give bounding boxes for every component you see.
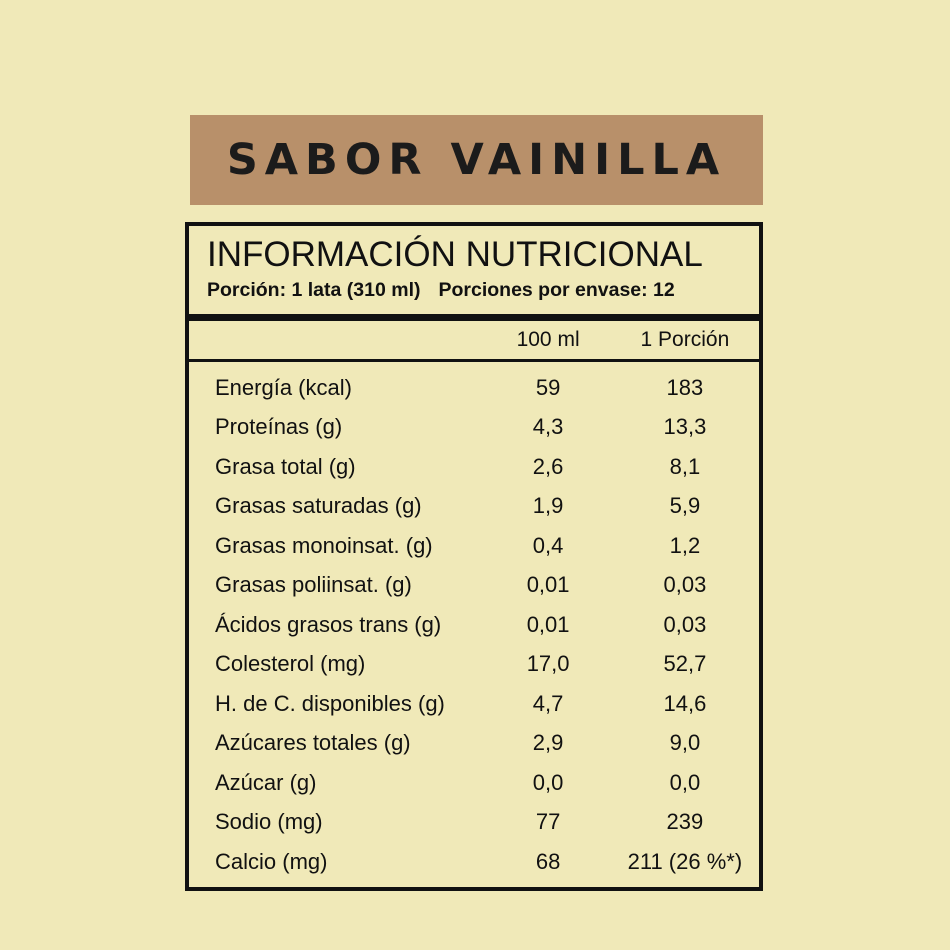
nutrient-value-serving: 52,7	[663, 651, 707, 676]
nutrient-label: Grasas poliinsat. (g)	[215, 572, 412, 597]
table-row	[189, 526, 759, 566]
nutrient-value-100ml: 0,01	[526, 611, 570, 637]
panel-header	[189, 226, 759, 310]
nutrient-value-serving: 239	[666, 809, 704, 834]
table-row	[189, 407, 759, 447]
nutrient-value-100ml: 0,01	[526, 572, 570, 597]
table-row	[189, 486, 759, 526]
nutrition-table-body	[189, 360, 759, 887]
nutrient-label: Energía (kcal)	[215, 374, 352, 400]
nutrient-value-100ml: 0,4	[532, 532, 564, 558]
nutrition-facts-panel	[185, 222, 763, 891]
nutrient-value-serving: 183	[666, 374, 704, 400]
nutrient-value-100ml: 1,9	[532, 493, 564, 518]
nutrition-table-head	[189, 321, 759, 361]
nutrient-value-serving: 0,03	[663, 572, 707, 597]
table-row	[189, 447, 759, 487]
nutrient-value-serving: 14,6	[663, 690, 707, 716]
header-divider	[189, 314, 759, 321]
nutrient-value-100ml: 0,0	[532, 769, 564, 795]
column-header-per-100ml: 100 ml	[516, 327, 580, 351]
nutrient-label: Colesterol (mg)	[215, 651, 366, 676]
table-row	[189, 802, 759, 842]
nutrient-label: Azúcar (g)	[215, 769, 317, 795]
nutrient-label: Azúcares totales (g)	[215, 730, 411, 755]
nutrient-value-serving: 1,2	[669, 532, 701, 558]
column-header-nutrient	[189, 321, 485, 361]
nutrient-value-serving: 9,0	[669, 730, 701, 755]
nutrient-value-100ml: 4,7	[532, 690, 564, 716]
nutrient-value-serving: 0,03	[663, 611, 707, 637]
nutrient-label: Grasas saturadas (g)	[215, 493, 422, 518]
table-row	[189, 763, 759, 803]
table-row	[189, 644, 759, 684]
nutrient-value-serving: 0,0	[669, 769, 701, 795]
table-row	[189, 684, 759, 724]
nutrient-value-100ml: 2,6	[532, 453, 564, 479]
nutrient-value-100ml: 2,9	[532, 730, 564, 755]
nutrient-label: Proteínas (g)	[215, 414, 343, 439]
nutrient-value-100ml: 4,3	[532, 414, 564, 439]
table-header-row	[189, 321, 759, 361]
table-row	[189, 723, 759, 763]
table-row	[189, 842, 759, 888]
nutrient-label: Calcio (mg)	[215, 848, 328, 874]
servings-per-container-text: Porciones por envase: 12	[438, 278, 675, 301]
serving-size-text: Porción: 1 lata (310 ml)	[207, 278, 421, 301]
nutrient-value-100ml: 77	[535, 809, 561, 834]
nutrient-label: Grasas monoinsat. (g)	[215, 532, 433, 558]
table-row	[189, 565, 759, 605]
nutrient-label: Grasa total (g)	[215, 453, 356, 479]
nutrient-value-100ml: 17,0	[526, 651, 570, 676]
nutrient-value-serving: 211 (26 %*)	[627, 848, 743, 874]
nutrient-value-serving: 13,3	[663, 414, 707, 439]
panel-title: INFORMACIÓN NUTRICIONAL	[207, 235, 703, 274]
nutrition-table	[189, 321, 759, 888]
panel-subtitle	[207, 279, 741, 302]
flavor-banner	[190, 115, 763, 205]
table-row	[189, 360, 759, 407]
nutrient-value-serving: 8,1	[669, 453, 701, 479]
nutrient-value-serving: 5,9	[669, 493, 701, 518]
nutrient-value-100ml: 59	[535, 374, 561, 400]
nutrient-value-100ml: 68	[535, 848, 561, 874]
flavor-banner-label: SABOR VAINILLA	[226, 135, 727, 185]
nutrient-label: Sodio (mg)	[215, 809, 323, 834]
nutrient-label: Ácidos grasos trans (g)	[215, 611, 442, 637]
table-row	[189, 605, 759, 645]
nutrient-label: H. de C. disponibles (g)	[215, 690, 445, 716]
column-header-per-serving: 1 Porción	[640, 327, 730, 351]
